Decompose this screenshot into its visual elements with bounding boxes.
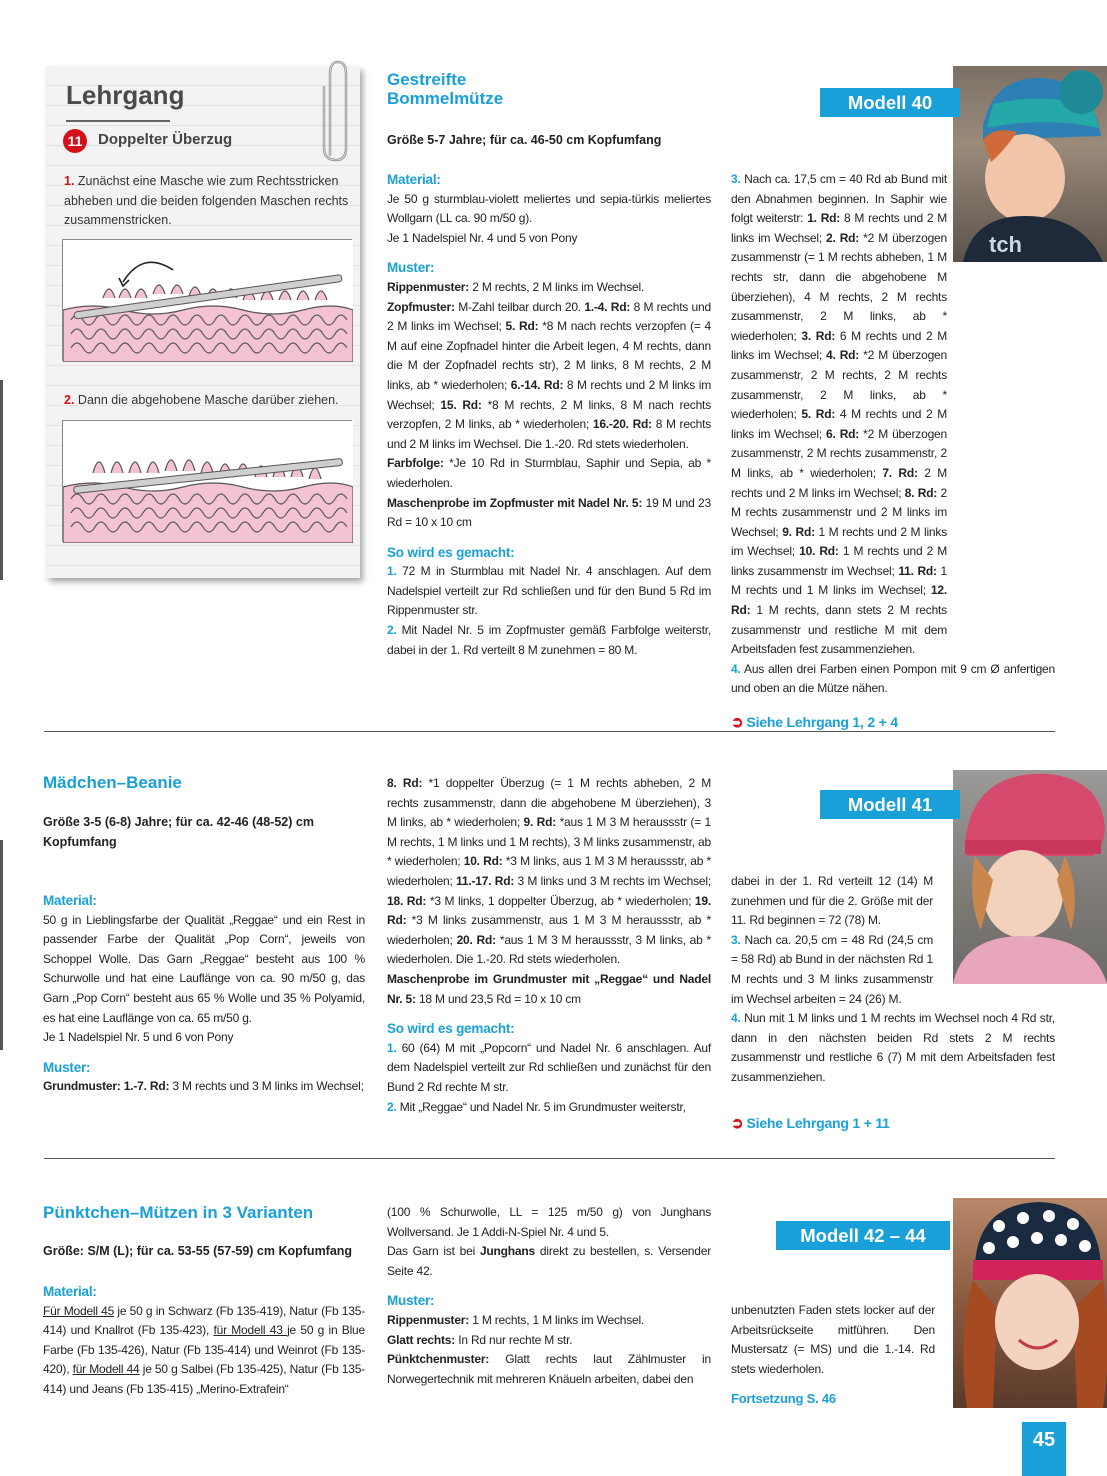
knitting-illustration-1	[62, 239, 352, 361]
lehrgang-subtitle: Doppelter Überzug	[98, 131, 233, 148]
modell-42-44-photo	[953, 1198, 1107, 1408]
knitting-illustration-2	[62, 420, 352, 542]
lehrgang-step-1: 1. Zunächst eine Masche wie zum Rechtsstricken abheben und die beiden folgenden Maschen rechts zusammenstricken.	[64, 174, 349, 227]
s3-continued: Fortsetzung S. 46	[731, 1391, 836, 1407]
modell-41-photo	[953, 770, 1107, 984]
margin-mark	[0, 380, 3, 580]
s3-column-2: (100 % Schurwolle, LL = 125 m/50 g) von Junghans Wollversand. Je 1 Addi-N-Spiel Nr. 4 und 5. Das Garn ist bei Junghans direkt zu bestellen, s. Versender Seite 42. Muster: Rippenmuster: 1 M rechts, 1 M links im Wechsel. Glatt rechts: In Rd nur rechte M str. Pünktchenmuster: Glatt rechts laut Zählmuster in Norwegertechnik mit mehreren Knäueln arbeiten, dabei den	[387, 1205, 712, 1386]
s1-lehrgang-ref: ➲ Siehe Lehrgang 1, 2 + 4	[731, 714, 898, 732]
modell-41-label: Modell 41	[820, 790, 960, 819]
s3-column-3: unbenutzten Faden stets locker auf der Arbeitsrückseite mitführen. Den Mustersatz (= MS) und die 1.-14. Rd stets wiederholen. Fortsetzung S. 46	[731, 1301, 935, 1409]
s3-column-1: Material: Für Modell 45 je 50 g in Schwarz (Fb 135-419), Natur (Fb 135-414) und Knallrot (Fb 135-423), für Modell 43 je 50 g in Blue Farbe (Fb 135-426), Natur (Fb 135-414) und Weinrot (Fb 135-420), für Modell 44 je 50 g Salbei (Fb 135-425), Natur (Fb 135-414) und Jeans (Fb 135-415) „Merino-Extrafein“	[43, 1284, 366, 1396]
margin-mark	[0, 840, 3, 1050]
section-divider	[44, 731, 1055, 732]
s1-title: Gestreifte Bommelmütze	[387, 70, 504, 108]
paperclip-icon	[316, 56, 356, 166]
s2-title: Mädchen–Beanie	[43, 773, 182, 792]
s1-column-1: Material: Je 50 g sturmblau-violett meliertes und sepia-türkis meliertes Wollgarn (LL ca. 90 m/50 g). Je 1 Nadelspiel Nr. 4 und 5 von Pony Muster: Rippenmuster: 2 M rechts, 2 M links im Wechsel. Zopfmuster: M-Zahl teilbar durch 20. 1.-4. Rd: 8 M rechts und 2 M links im Wechsel; 5. Rd: *8 M nach rechts verzopfen (= 4 M auf eine Zopfnadel hinter die Arbeit legen, 4 M rechts, dann die M der Zopfnadel rechts str), 2 M links, 8 M rechts, 2 M links, ab * wiederholen; 6.-14. Rd: 8 M rechts und 2 M links im Wechsel; 15. Rd: *8 M rechts, 2 M links, 8 M nach rechts verzopfen, 2 M links, ab * wiederholen; 16.-20. Rd: 8 M rechts und 2 M links im Wechsel. Die 1.-20. Rd stets wiederholen. Farbfolge: *Je 10 Rd in Sturmblau, Saphir und Sepia, ab * wiederholen. Maschenprobe im Zopfmuster mit Nadel Nr. 5: 19 M und 23 Rd = 10 x 10 cm So wird es gemacht: 1. 72 M in Sturmblau mit Nadel Nr. 4 anschlagen. Auf dem Nadelspiel verteilt zur Rd schließen und für den Bund 5 Rd im Rippenmuster str. 2. Mit Nadel Nr. 5 im Zopfmuster gemäß Farbfolge weiterstr, dabei in der 1. Rd verteilt 8 M zunehmen = 80 M.	[387, 172, 712, 657]
modell-40-label: Modell 40	[820, 88, 960, 117]
modell-42-44-label: Modell 42 – 44	[776, 1221, 950, 1250]
lehrgang-step-2: 2. Dann die abgehobene Masche darüber ziehen.	[64, 393, 339, 407]
s2-column-2: 8. Rd: *1 doppelter Überzug (= 1 M rechts abheben, 2 M rechts zusammenstr, dann die abgehobene M überziehen), 3 M links, ab * wiederholen; 9. Rd: *aus 1 M 3 M heraussstr (= 1 M rechts, 1 M links und 1 M rechts), 3 M links zusammenstr, ab * wiederholen; 10. Rd: *3 M links, aus 1 M 3 M heraussstr, ab * wiederholen; 11.-17. Rd: 3 M links und 3 M rechts im Wechsel; 18. Rd: *3 M links, 1 doppelter Überzug, ab * wiederholen; 19. Rd: *3 M links zusammenstr, aus 1 M 3 M heraussstr, ab * wiederholen; 20. Rd: *aus 1 M 3 M heraussstr, 3 M links, ab * wiederholen. Die 1.-20. Rd stets wiederholen. Maschenprobe im Grundmuster mit „Reggae“ und Nadel Nr. 5: 18 M und 23,5 Rd = 10 x 10 cm So wird es gemacht: 1. 60 (64) M mit „Popcorn“ und Nadel Nr. 6 anschlagen. Auf dem Nadelspiel verteilt zur Rd schließen und zunächst für den Bund 2 Rd rechte M str. 2. Mit „Reggae“ und Nadel Nr. 5 im Grundmuster weiterstr,	[387, 776, 712, 1114]
page-number: 45	[1022, 1422, 1066, 1476]
lehrgang-number-badge: 11	[63, 129, 87, 153]
s2-column-3: dabei in der 1. Rd verteilt 12 (14) M zunehmen und für die 2. Größe mit der 11. Rd beginnen = 72 (78) M. 3. Nach ca. 20,5 cm = 48 Rd (24,5 cm = 58 Rd) ab Bund in der nächsten Rd 1 M rechts und 3 M links zusammenstr im Wechsel arbeiten = 24 (26) M. 4. Nun mit 1 M links und 1 M rechts im Wechsel noch 4 Rd str, dann in den nächsten beiden Rd stets 2 M rechts zusammenstr und restliche 6 (7) M mit dem Arbeitsfaden fest zusammenziehen. ➲ Siehe Lehrgang 1 + 11	[731, 872, 1055, 1134]
lehrgang-title-underline	[66, 120, 170, 122]
s2-size: Größe 3-5 (6-8) Jahre; für ca. 42-46 (48-52) cm Kopfumfang	[43, 815, 314, 849]
s2-lehrgang-ref: ➲ Siehe Lehrgang 1 + 11	[731, 1114, 890, 1132]
lehrgang-box	[46, 66, 360, 578]
section-divider	[44, 1158, 1055, 1159]
knitting-illustration-2-svg	[63, 421, 353, 543]
knitting-illustration-1-svg	[63, 240, 353, 362]
s3-size: Größe: S/M (L); für ca. 53-55 (57-59) cm Kopfumfang	[43, 1244, 353, 1258]
lehrgang-title: Lehrgang	[66, 80, 185, 110]
arrow-right-icon: ➲	[731, 1114, 744, 1132]
s2-column-1: Material: 50 g in Lieblingsfarbe der Qualität „Reggae“ und ein Rest in passender Farbe der Qualität „Pop Corn“, jeweils von Schoppel Wolle. Das Garn „Reggae“ besteht aus 100 % Schurwolle und hat eine Lauflänge von ca. 90 m/50 g, das Garn „Pop Corn“ besteht aus 65 % Wolle und 35 % Polyamid, es hat eine Lauflänge von ca. 65 m/50 g. Je 1 Nadelspiel Nr. 5 und 6 von Pony Muster: Grundmuster: 1.-7. Rd: 3 M rechts und 3 M links im Wechsel;	[43, 893, 365, 1094]
s3-title: Pünktchen–Mützen in 3 Varianten	[43, 1203, 314, 1222]
modell-40-photo	[953, 66, 1107, 262]
s1-size: Größe 5-7 Jahre; für ca. 46-50 cm Kopfumfang	[387, 133, 662, 147]
s1-column-2: 3. Nach ca. 17,5 cm = 40 Rd ab Bund mit den Abnahmen beginnen. In Saphir wie folgt weiterstr: 1. Rd: 8 M rechts und 2 M links im Wechsel; 2. Rd: *2 M überzogen zusammenstr (= 1 M rechts abheben, 1 M rechts str, dann die abgehobene M überziehen), 4 M rechts, 2 M rechts zusammenstr, 2 M links, ab * wiederholen; 3. Rd: 6 M rechts und 2 M links im Wechsel; 4. Rd: *2 M überzogen zusammenstr, 2 M rechts, 2 M rechts zusammenstr, 2 M links, ab * wiederholen; 5. Rd: 4 M rechts und 2 M links im Wechsel; 6. Rd: *2 M überzogen zusammenstr, 2 M rechts zusammenstr, 2 M links, ab * wiederholen; 7. Rd: 2 M rechts und 2 M links im Wechsel; 8. Rd: 2 M rechts zusammenstr und 2 M links im Wechsel; 9. Rd: 1 M rechts und 2 M links im Wechsel; 10. Rd: 1 M rechts und 2 M links zusammenstr im Wechsel; 11. Rd: 1 M rechts und 1 M links im Wechsel; 12. Rd: 1 M rechts, dann stets 2 M rechts zusammenstr und restliche M mit dem Arbeitsfaden fest zusammenziehen. 4. Aus allen drei Farben einen Pompon mit 9 cm Ø anfertigen und oben an die Mütze nähen. ➲ Siehe Lehrgang 1, 2 + 4	[731, 170, 1055, 734]
arrow-right-icon: ➲	[731, 714, 744, 732]
svg-text:tch: tch	[989, 232, 1022, 257]
